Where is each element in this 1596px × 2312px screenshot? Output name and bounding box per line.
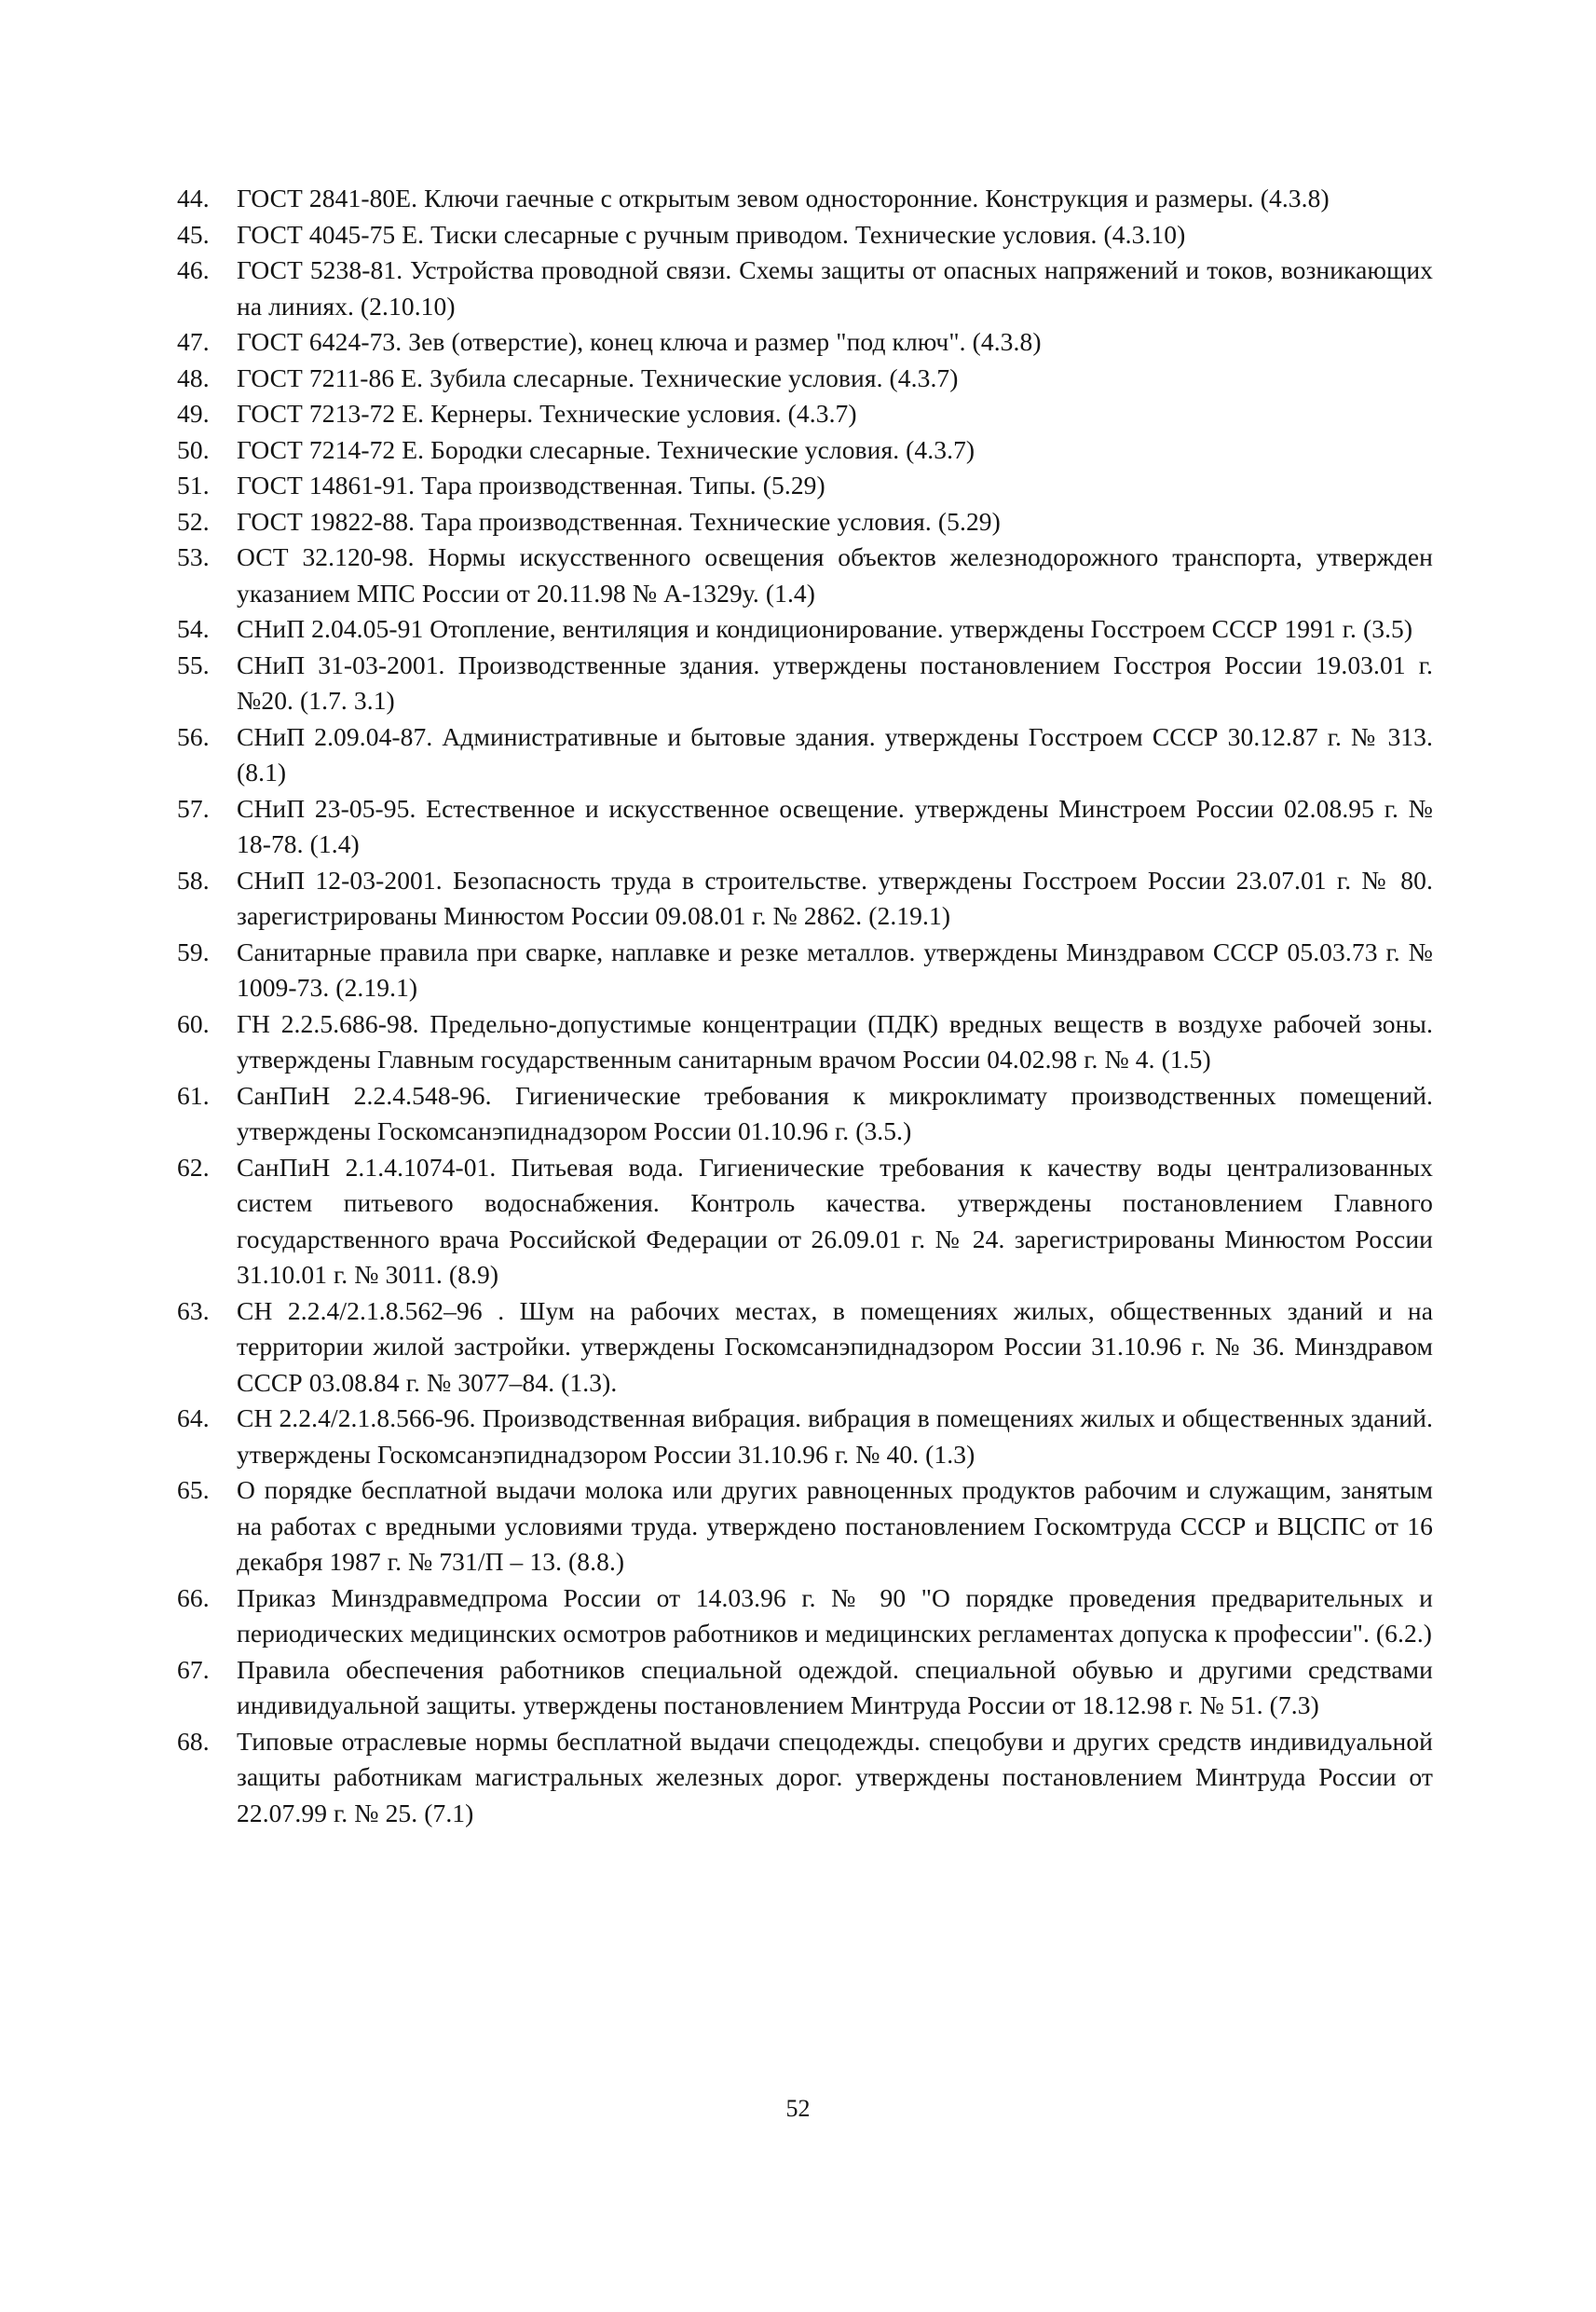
reference-text: Правила обеспечения работников специальной одеждой. специальной обувью и другими средствами индивидуальной защиты. утверждены постановлением Минтруда России от 18.12.98 г. № 51. (7.3) bbox=[237, 1654, 1433, 1719]
reference-text: СНиП 2.09.04-87. Административные и бытовые здания. утверждены Госстроем СССР 30.12.87 г. № 313. (8.1) bbox=[237, 721, 1433, 787]
reference-number: 63. bbox=[177, 1295, 210, 1325]
reference-number: 53. bbox=[177, 542, 210, 571]
reference-number: 58. bbox=[177, 865, 210, 895]
reference-item bbox=[177, 217, 1433, 253]
reference-text: ГОСТ 14861-91. Тара производственная. Типы. (5.29) bbox=[237, 471, 825, 499]
reference-item bbox=[177, 1652, 1433, 1724]
reference-text: ГОСТ 6424-73. Зев (отверстие), конец ключа и размер "под ключ". (4.3.8) bbox=[237, 327, 1042, 356]
reference-text: СанПиН 2.2.4.548-96. Гигиенические требования к микроклимату производственных помещений. утверждены Госкомсанэпиднадзором России 01.10.96 г. (3.5.) bbox=[237, 1080, 1433, 1145]
reference-text: ГОСТ 2841-80Е. Ключи гаечные с открытым зевом односторонние. Конструкция и размеры. (4.3.8) bbox=[237, 184, 1330, 212]
reference-item bbox=[177, 1150, 1433, 1293]
reference-number: 52. bbox=[177, 506, 210, 536]
reference-number: 65. bbox=[177, 1475, 210, 1504]
reference-number: 50. bbox=[177, 434, 210, 464]
reference-text: СанПиН 2.1.4.1074-01. Питьевая вода. Гигиенические требования к качеству воды централизованных систем питьевого водоснабжения. Контроль качества. утверждены постановлением Главного государственного врача Российской Федерации от 26.09.01 г. № 24. зарегистрированы Минюстом России 31.10.01 г. № 3011. (8.9) bbox=[237, 1152, 1433, 1289]
reference-text: ГН 2.2.5.686-98. Предельно-допустимые концентрации (ПДК) вредных веществ в воздухе рабочей зоны. утверждены Главным государственным санитарным врачом России 04.02.98 г. № 4. (1.5) bbox=[237, 1008, 1433, 1074]
reference-item bbox=[177, 181, 1433, 217]
reference-item bbox=[177, 1293, 1433, 1402]
reference-number: 47. bbox=[177, 327, 210, 356]
reference-number: 59. bbox=[177, 937, 210, 966]
reference-item bbox=[177, 324, 1433, 361]
reference-text: О порядке бесплатной выдачи молока или других равноценных продуктов рабочим и служащим, занятым на работах с вредными условиями труда. утверждено постановлением Госкомтруда СССР и ВЦСПС от 16 декабря 1987 г. № 731/П – 13. (8.8.) bbox=[237, 1475, 1433, 1576]
reference-item bbox=[177, 1724, 1433, 1832]
reference-item bbox=[177, 540, 1433, 611]
reference-number: 60. bbox=[177, 1008, 210, 1038]
reference-text: ГОСТ 5238-81. Устройства проводной связи. Схемы защиты от опасных напряжений и токов, возникающих на линиях. (2.10.10) bbox=[237, 255, 1433, 321]
reference-item bbox=[177, 935, 1433, 1006]
reference-text: Приказ Минздравмедпрома России от 14.03.96 г. № 90 "О порядке проведения предварительных и периодических медицинских осмотров работников и медицинских регламентах допуска к профессии". (6.2.) bbox=[237, 1582, 1433, 1648]
reference-text: СН 2.2.4/2.1.8.562–96 . Шум на рабочих местах, в помещениях жилых, общественных зданий и на территории жилой застройки. утверждены Госкомсанэпиднадзором России 31.10.96 г. № 36. Минздравом СССР 03.08.84 г. № 3077–84. (1.3). bbox=[237, 1295, 1433, 1397]
reference-text: ГОСТ 4045-75 Е. Тиски слесарные с ручным приводом. Технические условия. (4.3.10) bbox=[237, 219, 1186, 249]
reference-item bbox=[177, 1472, 1433, 1580]
reference-number: 46. bbox=[177, 255, 210, 284]
page-number: 52 bbox=[785, 2095, 811, 2122]
reference-number: 68. bbox=[177, 1726, 210, 1756]
reference-text: ГОСТ 7214-72 Е. Бородки слесарные. Технические условия. (4.3.7) bbox=[237, 434, 975, 464]
reference-item bbox=[177, 468, 1433, 504]
reference-text: Типовые отраслевые нормы бесплатной выдачи спецодежды. спецобуви и других средств индивидуальной защиты работникам магистральных железных дорог. утверждены постановлением Минтруда России от 22.07.99 г. № 25. (7.1) bbox=[237, 1726, 1433, 1827]
reference-text: СНиП 31-03-2001. Производственные здания. утверждены постановлением Госстроя России 19.03.01 г. №20. (1.7. 3.1) bbox=[237, 650, 1433, 715]
reference-number: 56. bbox=[177, 721, 210, 751]
reference-text: СНиП 23-05-95. Естественное и искусственное освещение. утверждены Минстроем России 02.08.95 г. № 18-78. (1.4) bbox=[237, 793, 1433, 858]
reference-item bbox=[177, 361, 1433, 397]
reference-item bbox=[177, 1580, 1433, 1652]
reference-number: 51. bbox=[177, 471, 210, 499]
reference-item bbox=[177, 396, 1433, 432]
reference-number: 44. bbox=[177, 184, 210, 212]
reference-item bbox=[177, 1078, 1433, 1150]
reference-item bbox=[177, 1401, 1433, 1472]
reference-text: ГОСТ 7211-86 Е. Зубила слесарные. Технические условия. (4.3.7) bbox=[237, 363, 959, 392]
reference-number: 54. bbox=[177, 614, 210, 643]
reference-item bbox=[177, 1006, 1433, 1078]
reference-item bbox=[177, 719, 1433, 791]
reference-item bbox=[177, 863, 1433, 935]
reference-number: 67. bbox=[177, 1654, 210, 1684]
reference-text: ОСТ 32.120-98. Нормы искусственного освещения объектов железнодорожного транспорта, утвержден указанием МПС России от 20.11.98 № А-1329у. (1.4) bbox=[237, 542, 1433, 608]
reference-text: Санитарные правила при сварке, наплавке и резке металлов. утверждены Минздравом СССР 05.03.73 г. № 1009-73. (2.19.1) bbox=[237, 937, 1433, 1002]
reference-number: 57. bbox=[177, 793, 210, 823]
reference-number: 55. bbox=[177, 650, 210, 679]
reference-text: СНиП 12-03-2001. Безопасность труда в строительстве. утверждены Госстроем России 23.07.01 г. № 80. зарегистрированы Минюстом России 09.08.01 г. № 2862. (2.19.1) bbox=[237, 865, 1433, 930]
reference-number: 49. bbox=[177, 399, 210, 428]
reference-item bbox=[177, 611, 1433, 648]
reference-number: 48. bbox=[177, 363, 210, 392]
reference-item bbox=[177, 253, 1433, 324]
reference-number: 66. bbox=[177, 1582, 210, 1612]
reference-number: 61. bbox=[177, 1080, 210, 1110]
reference-number: 45. bbox=[177, 219, 210, 249]
reference-text: СНиП 2.04.05-91 Отопление, вентиляция и кондиционирование. утверждены Госстроем СССР 1991 г. (3.5) bbox=[237, 614, 1413, 643]
reference-number: 64. bbox=[177, 1403, 210, 1432]
reference-item bbox=[177, 791, 1433, 863]
reference-text: ГОСТ 7213-72 Е. Кернеры. Технические условия. (4.3.7) bbox=[237, 399, 857, 428]
reference-item bbox=[177, 432, 1433, 469]
reference-item bbox=[177, 648, 1433, 719]
reference-number: 62. bbox=[177, 1152, 210, 1182]
reference-list bbox=[177, 181, 1433, 1831]
reference-item bbox=[177, 504, 1433, 540]
reference-text: ГОСТ 19822-88. Тара производственная. Технические условия. (5.29) bbox=[237, 506, 1001, 536]
reference-text: СН 2.2.4/2.1.8.566-96. Производственная вибрация. вибрация в помещениях жилых и общественных зданий. утверждены Госкомсанэпиднадзором России 31.10.96 г. № 40. (1.3) bbox=[237, 1403, 1433, 1469]
